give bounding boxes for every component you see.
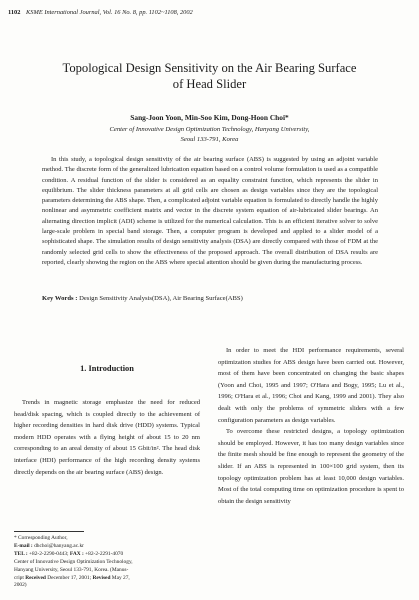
footnote-fax: +82-2-2291-4070 [83, 550, 124, 557]
footnote-email-label: E-mail : [14, 542, 33, 549]
page-number: 1102 [8, 9, 21, 16]
keywords [42, 295, 378, 302]
paper-title [20, 60, 399, 92]
title-line-1: Topological Design Sensitivity on the Air Bearing Surface [62, 61, 357, 75]
title-line-2: of Head Slider [172, 77, 247, 91]
intro-paragraph-1: Trends in magnetic storage emphasize the need for reduced head/disk spacing, which is coupled directly to the achievement of higher recording densities in hard disk drive (HDD) systems. Typical modern HDD operates with a flying height of about 15 to 20 nm corresponding to an areal density of about 15 Gbit/in². The head disk interface (HDI) performance of the high recording density systems directly depends on the air bearing surface (ABS) design. [14, 399, 200, 476]
section-heading-introduction: 1. Introduction [80, 364, 134, 373]
footnote-received-date: December 17, 2001; [45, 574, 92, 581]
footnote-address-2: Hanyang University, Seoul 133-791, Korea. (Manus- [14, 566, 129, 573]
journal-citation: KSME International Journal, Vol. 16 No. 8, pp. 1102~1108, 2002 [26, 9, 193, 16]
footnote-tel: +82-2-2290-0443; [27, 550, 69, 557]
footnote-email-line [14, 543, 200, 551]
keywords-text: Design Sensitivity Analysis(DSA), Air Bearing Surface(ABS) [77, 295, 243, 302]
right-column-body [218, 345, 404, 507]
left-column-body [14, 397, 200, 478]
footnote-address-1: Center of Innovative Design Optimization Technology, [14, 558, 133, 565]
affiliation [20, 125, 399, 145]
footnote-received-label: Received [25, 574, 46, 581]
footnote-corresponding: * Corresponding Author, [14, 535, 68, 541]
intro-paragraph-2: In order to meet the HDI performance requirements, several optimization studies for ABS design have been carried out. However, most of them have been concentrated on changing the basic shapes (Yoon and Choi, 1995 and 1997; O'Hara and Bogy, 1995; Lu et al., 1996; O'Hara et al., 1996; Choi and Kang, 1999 and 2001). They also dealt with only the problems of symmetric sliders with a few configuration parameters as design variables. [218, 347, 404, 424]
intro-paragraph-3: To overcome these restricted designs, a topology optimization should be employed. However, it has too many design variables since the finite mesh should be fine enough to represent the geometry of the slider. If an ABS is represented in 100×100 grid system, then its topology optimization problem has at least 10,000 design variables. Most of the total computing time on optimization procedure is spent to obtain the design sensitivity [218, 428, 404, 505]
footnote-fax-label: FAX : [69, 550, 84, 557]
footnote-divider [14, 531, 84, 532]
footnote-year: 2002) [14, 582, 27, 589]
abstract: In this study, a topological design sensitivity of the air bearing surface (ABS) is suggested by using an adjoint variable method. The discrete form of the generalized lubrication equation based on a control volume formulation is used as a compatible condition. A residual function of the slider is considered as an equality constraint function, which represents the slider in equilibrium. The slider thickness parameters at all grid cells are chosen as design variables since they are the topological parameters determining the ABS shape. Then, a complicated adjoint variable equation is formulated to directly handle the highly nonlinear and asymmetric coefficient matrix and vector in the discrete system equation of air-lubricated slider bearings. An alternating direction implicit (ADI) scheme is utilized for the numerical calculation. This is an efficient iterative solver to solve large-scale problem in special band storage. Then, a computer program is developed and applied to a slider model of a sophisticated shape. The simulation results of design sensitivity analysis (DSA) are directly compared with those of FDM at the randomly selected grid cells to show the effectiveness of the proposed approach. The overall distribution of DSA results are reported, clearly showing the region on the ABS where special attention should be given during the manufacturing process. [42, 156, 378, 266]
affiliation-line-2: Seoul 133-791, Korea [180, 136, 239, 143]
affiliation-line-1: Center of Innovative Design Optimization Technology, Hanyang University, [109, 126, 310, 133]
footnote-revised-label: Revised [92, 574, 111, 581]
footnote-received-prefix: cript [14, 574, 26, 581]
keywords-label: Key Words : [42, 295, 78, 302]
footnote-dates-line [14, 575, 200, 583]
running-header [8, 9, 408, 16]
footnote-phone-line [14, 551, 200, 559]
author-list: Sang-Joon Yoon, Min-Soo Kim, Dong-Hoon Choi* [130, 113, 289, 122]
footnote-email: dhchoi@hanyang.ac.kr [32, 542, 84, 549]
corresponding-author-footnote [14, 535, 200, 590]
footnote-revised-date: May 27, [110, 574, 130, 581]
footnote-tel-label: TEL : [14, 550, 28, 557]
